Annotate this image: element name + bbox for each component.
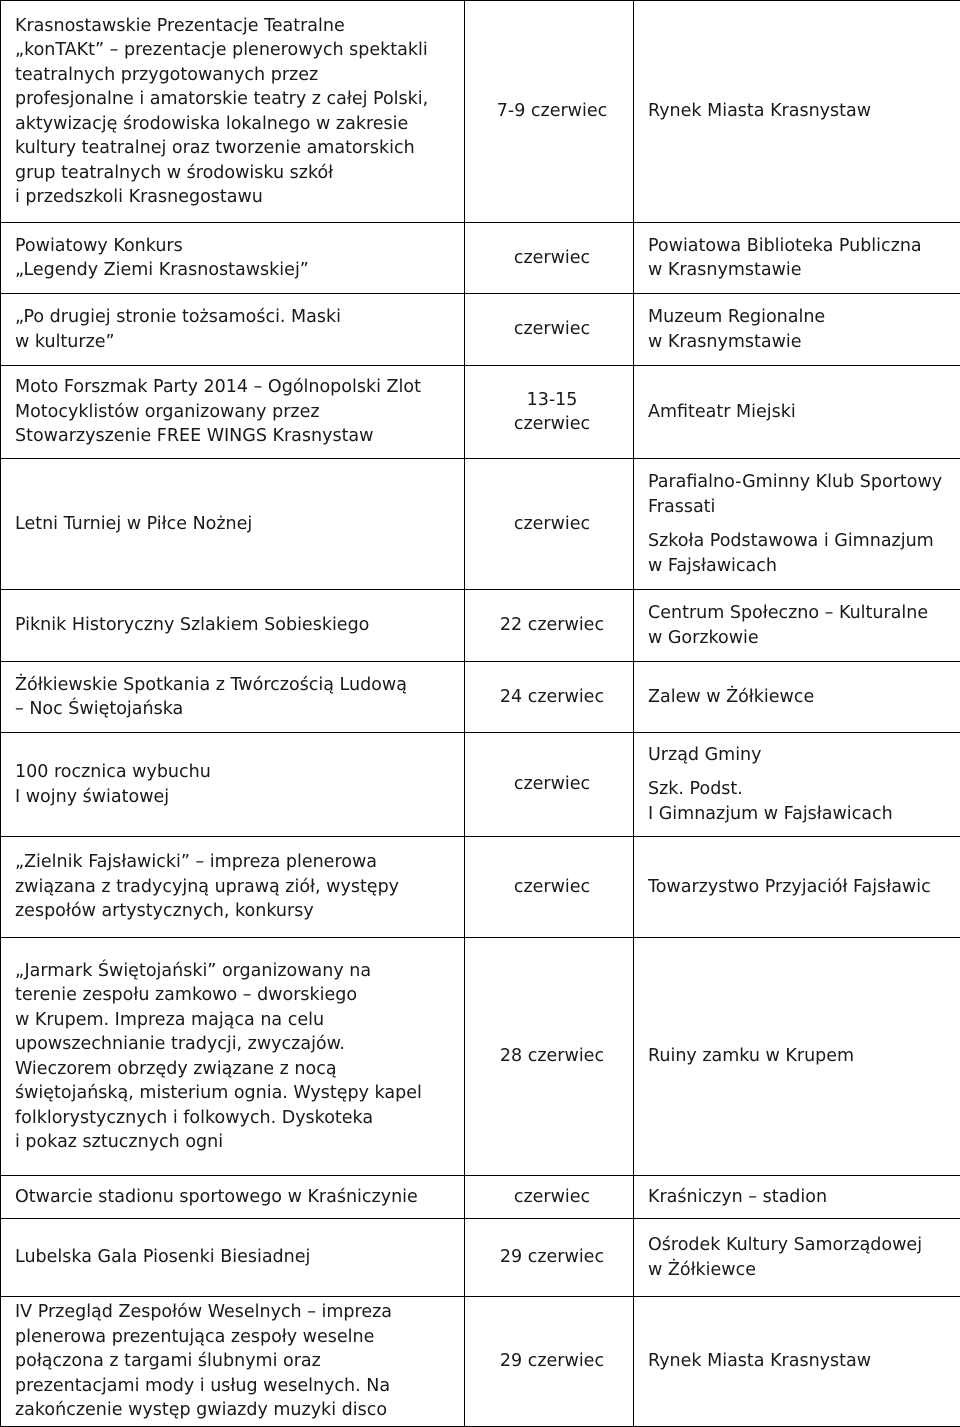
event-place-cell <box>634 223 960 294</box>
event-date-cell <box>465 938 634 1176</box>
event-date-cell <box>465 1297 634 1427</box>
text-line: Lubelska Gala Piosenki Biesiadnej <box>15 1245 456 1270</box>
text-line: związana z tradycyjną uprawą ziół, występy <box>15 875 456 900</box>
text-line: Letni Turniej w Piłce Nożnej <box>15 512 456 537</box>
event-name-cell <box>1 733 465 837</box>
table-row <box>1 1 960 223</box>
event-place-cell <box>634 590 960 662</box>
text-line: w Fajsławicach <box>648 554 960 579</box>
text-line: Parafialno-Gminny Klub Sportowy <box>648 470 960 495</box>
text-line: Moto Forszmak Party 2014 – Ogólnopolski Zlot <box>15 375 456 400</box>
text-line: w Krasnymstawie <box>648 330 960 355</box>
text-line: i pokaz sztucznych ogni <box>15 1130 456 1155</box>
table-row <box>1 733 960 837</box>
event-date-cell <box>465 459 634 590</box>
event-date-cell <box>465 662 634 733</box>
text-line: Otwarcie stadionu sportowego w Kraśniczynie <box>15 1185 456 1210</box>
event-place-cell <box>634 366 960 459</box>
text-line: Żółkiewskie Spotkania z Twórczością Ludową <box>15 673 456 698</box>
text-line: Muzeum Regionalne <box>648 305 960 330</box>
event-date-cell <box>465 1219 634 1297</box>
event-name-cell <box>1 223 465 294</box>
text-line: profesjonalne i amatorskie teatry z całej Polski, <box>15 87 456 112</box>
text-line: Towarzystwo Przyjaciół Fajsławic <box>648 875 960 900</box>
table-row <box>1 837 960 938</box>
text-line: i przedszkoli Krasnegostawu <box>15 185 456 210</box>
event-date-cell <box>465 294 634 366</box>
event-place-cell <box>634 1297 960 1427</box>
text-line: 28 czerwiec <box>479 1044 625 1069</box>
text-line: grup teatralnych w środowisku szkół <box>15 161 456 186</box>
text-line: „Zielnik Fajsławicki” – impreza plenerowa <box>15 850 456 875</box>
block-gap <box>648 767 960 777</box>
event-date-cell <box>465 590 634 662</box>
event-name-cell <box>1 459 465 590</box>
table-row <box>1 662 960 733</box>
event-place-cell <box>634 1219 960 1297</box>
text-line: zespołów artystycznych, konkursy <box>15 899 456 924</box>
text-line: 13-15 <box>479 388 625 413</box>
table-row <box>1 590 960 662</box>
event-name-cell <box>1 366 465 459</box>
event-date-cell <box>465 366 634 459</box>
text-line: czerwiec <box>479 875 625 900</box>
text-line: aktywizację środowiska lokalnego w zakresie <box>15 112 456 137</box>
text-line: 7-9 czerwiec <box>479 99 625 124</box>
text-line: Zalew w Żółkiewce <box>648 685 960 710</box>
event-place-cell <box>634 837 960 938</box>
text-line: 29 czerwiec <box>479 1245 625 1270</box>
text-line: Szk. Podst. <box>648 777 960 802</box>
text-line: czerwiec <box>479 412 625 437</box>
text-line: Ośrodek Kultury Samorządowej <box>648 1233 960 1258</box>
event-date-cell <box>465 223 634 294</box>
event-date-cell <box>465 837 634 938</box>
text-line: Amfiteatr Miejski <box>648 400 960 425</box>
event-name-cell <box>1 662 465 733</box>
event-place-cell <box>634 294 960 366</box>
text-line: w kulturze” <box>15 330 456 355</box>
text-line: Rynek Miasta Krasnystaw <box>648 99 960 124</box>
text-line: Urząd Gminy <box>648 743 960 768</box>
text-line: 24 czerwiec <box>479 685 625 710</box>
text-line: folklorystycznych i folkowych. Dyskoteka <box>15 1106 456 1131</box>
text-line: terenie zespołu zamkowo – dworskiego <box>15 983 456 1008</box>
text-line: czerwiec <box>479 317 625 342</box>
text-line: Powiatowa Biblioteka Publiczna <box>648 234 960 259</box>
event-name-cell <box>1 1 465 223</box>
block-gap <box>648 519 960 529</box>
text-line: I Gimnazjum w Fajsławicach <box>648 802 960 827</box>
event-name-cell <box>1 1297 465 1427</box>
event-name-cell <box>1 590 465 662</box>
text-line: – Noc Świętojańska <box>15 697 456 722</box>
text-line: upowszechnianie tradycji, zwyczajów. <box>15 1032 456 1057</box>
text-line: Ruiny zamku w Krupem <box>648 1044 960 1069</box>
event-date-cell <box>465 1176 634 1219</box>
text-line: czerwiec <box>479 1185 625 1210</box>
event-name-cell <box>1 294 465 366</box>
text-line: Szkoła Podstawowa i Gimnazjum <box>648 529 960 554</box>
text-line: „konTAKt” – prezentacje plenerowych spektakli <box>15 38 456 63</box>
event-name-cell <box>1 837 465 938</box>
event-place-cell <box>634 662 960 733</box>
text-line: „Jarmark Świętojański” organizowany na <box>15 959 456 984</box>
text-line: I wojny światowej <box>15 785 456 810</box>
text-line: 22 czerwiec <box>479 613 625 638</box>
event-date-cell <box>465 1 634 223</box>
event-name-cell <box>1 1176 465 1219</box>
event-place-cell <box>634 1 960 223</box>
text-line: czerwiec <box>479 512 625 537</box>
text-line: Powiatowy Konkurs <box>15 234 456 259</box>
table-row <box>1 366 960 459</box>
text-line: Motocyklistów organizowany przez <box>15 400 456 425</box>
event-name-cell <box>1 1219 465 1297</box>
text-line: prezentacjami mody i usług weselnych. Na <box>15 1374 456 1399</box>
text-line: Rynek Miasta Krasnystaw <box>648 1349 960 1374</box>
text-line: 29 czerwiec <box>479 1349 625 1374</box>
event-place-cell <box>634 938 960 1176</box>
text-line: Stowarzyszenie FREE WINGS Krasnystaw <box>15 424 456 449</box>
events-table-body <box>1 1 960 1427</box>
event-place-cell <box>634 459 960 590</box>
text-line: Centrum Społeczno – Kulturalne <box>648 601 960 626</box>
event-place-cell <box>634 733 960 837</box>
text-line: czerwiec <box>479 772 625 797</box>
text-line: połączona z targami ślubnymi oraz <box>15 1349 456 1374</box>
text-line: Frassati <box>648 495 960 520</box>
text-line: w Krupem. Impreza mająca na celu <box>15 1008 456 1033</box>
table-row <box>1 294 960 366</box>
text-line: czerwiec <box>479 246 625 271</box>
text-line: w Gorzkowie <box>648 626 960 651</box>
text-line: w Żółkiewce <box>648 1258 960 1283</box>
text-line: Kraśniczyn – stadion <box>648 1185 960 1210</box>
text-line: w Krasnymstawie <box>648 258 960 283</box>
text-line: zakończenie występ gwiazdy muzyki disco <box>15 1398 456 1423</box>
event-name-cell <box>1 938 465 1176</box>
text-line: Piknik Historyczny Szlakiem Sobieskiego <box>15 613 456 638</box>
text-line: kultury teatralnej oraz tworzenie amatorskich <box>15 136 456 161</box>
text-line: IV Przegląd Zespołów Weselnych – impreza <box>15 1300 456 1325</box>
text-line: świętojańską, misterium ognia. Występy kapel <box>15 1081 456 1106</box>
text-line: Krasnostawskie Prezentacje Teatralne <box>15 14 456 39</box>
text-line: „Legendy Ziemi Krasnostawskiej” <box>15 258 456 283</box>
event-date-cell <box>465 733 634 837</box>
text-line: teatralnych przygotowanych przez <box>15 63 456 88</box>
table-row <box>1 938 960 1176</box>
table-row <box>1 459 960 590</box>
table-row <box>1 1176 960 1219</box>
text-line: „Po drugiej stronie tożsamości. Maski <box>15 305 456 330</box>
text-line: 100 rocznica wybuchu <box>15 760 456 785</box>
text-line: plenerowa prezentująca zespoły weselne <box>15 1325 456 1350</box>
table-row <box>1 1297 960 1427</box>
event-place-cell <box>634 1176 960 1219</box>
table-row <box>1 1219 960 1297</box>
text-line: Wieczorem obrzędy związane z nocą <box>15 1057 456 1082</box>
table-row <box>1 223 960 294</box>
